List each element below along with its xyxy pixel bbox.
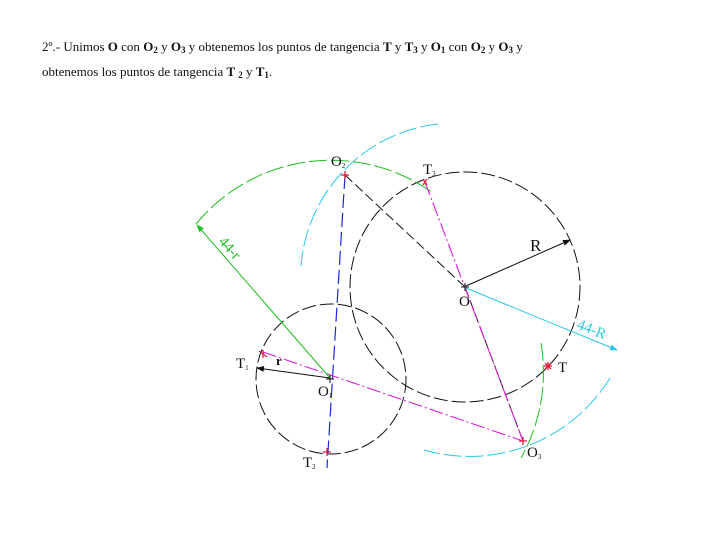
- caption-point-O2: $O_2$: [143, 39, 158, 55]
- caption-point-T: T: [382, 39, 392, 54]
- arc-44-R-upper: [301, 124, 438, 266]
- caption-point-O3: $O_3$: [170, 39, 186, 55]
- label-O2: O2: [331, 154, 346, 170]
- caption-text: .: [268, 64, 273, 79]
- line-O1-O2: [327, 175, 345, 468]
- point-O3: [519, 437, 527, 445]
- caption-point-O2: $O_2$: [470, 39, 486, 55]
- caption-text: y: [245, 64, 253, 79]
- point-T2: [323, 448, 331, 456]
- caption-text: y: [161, 39, 168, 54]
- line-O1-O3: [263, 352, 523, 441]
- label-44-r: 44-r: [215, 233, 244, 264]
- point-T: [544, 362, 552, 370]
- dimension-R: [466, 240, 570, 286]
- line-T3-O3: [425, 182, 523, 441]
- caption-point-O: O: [107, 39, 118, 54]
- label-T1: T1: [236, 356, 249, 372]
- label-O3: O3: [527, 445, 542, 461]
- caption-text: y: [421, 39, 428, 54]
- caption-text: y: [516, 39, 523, 54]
- line-O-O2: [345, 175, 465, 287]
- label-R: R: [530, 236, 542, 255]
- dimension-44-R: [466, 288, 617, 350]
- label-T2: T2: [303, 455, 316, 471]
- caption-point-T1: $T_1$: [255, 64, 269, 80]
- label-O: O: [459, 294, 470, 310]
- point-T3: [423, 179, 427, 185]
- caption-point-O3: $O_3$: [498, 39, 513, 55]
- caption-text: y: [394, 39, 402, 54]
- caption-point-O1: $O_1$: [430, 39, 446, 55]
- label-O1: O1: [318, 384, 333, 400]
- label-T: T: [558, 360, 568, 376]
- label-T3: T3: [423, 162, 436, 178]
- caption-text: con: [121, 39, 140, 54]
- caption-text: con: [448, 39, 468, 54]
- caption-point-T2: T $_2$: [226, 64, 243, 80]
- label-44-R: 44-R: [574, 316, 609, 343]
- caption-text: 2º.- Unimos: [42, 39, 105, 54]
- caption-text: y obtenemos los puntos de tangencia: [188, 39, 380, 54]
- caption-text: y: [488, 39, 496, 54]
- label-r: r: [276, 353, 282, 368]
- caption-text: obtenemos los puntos de tangencia: [42, 64, 224, 79]
- dimension-r: [257, 368, 330, 378]
- caption-point-T3: $T_3$: [404, 39, 418, 55]
